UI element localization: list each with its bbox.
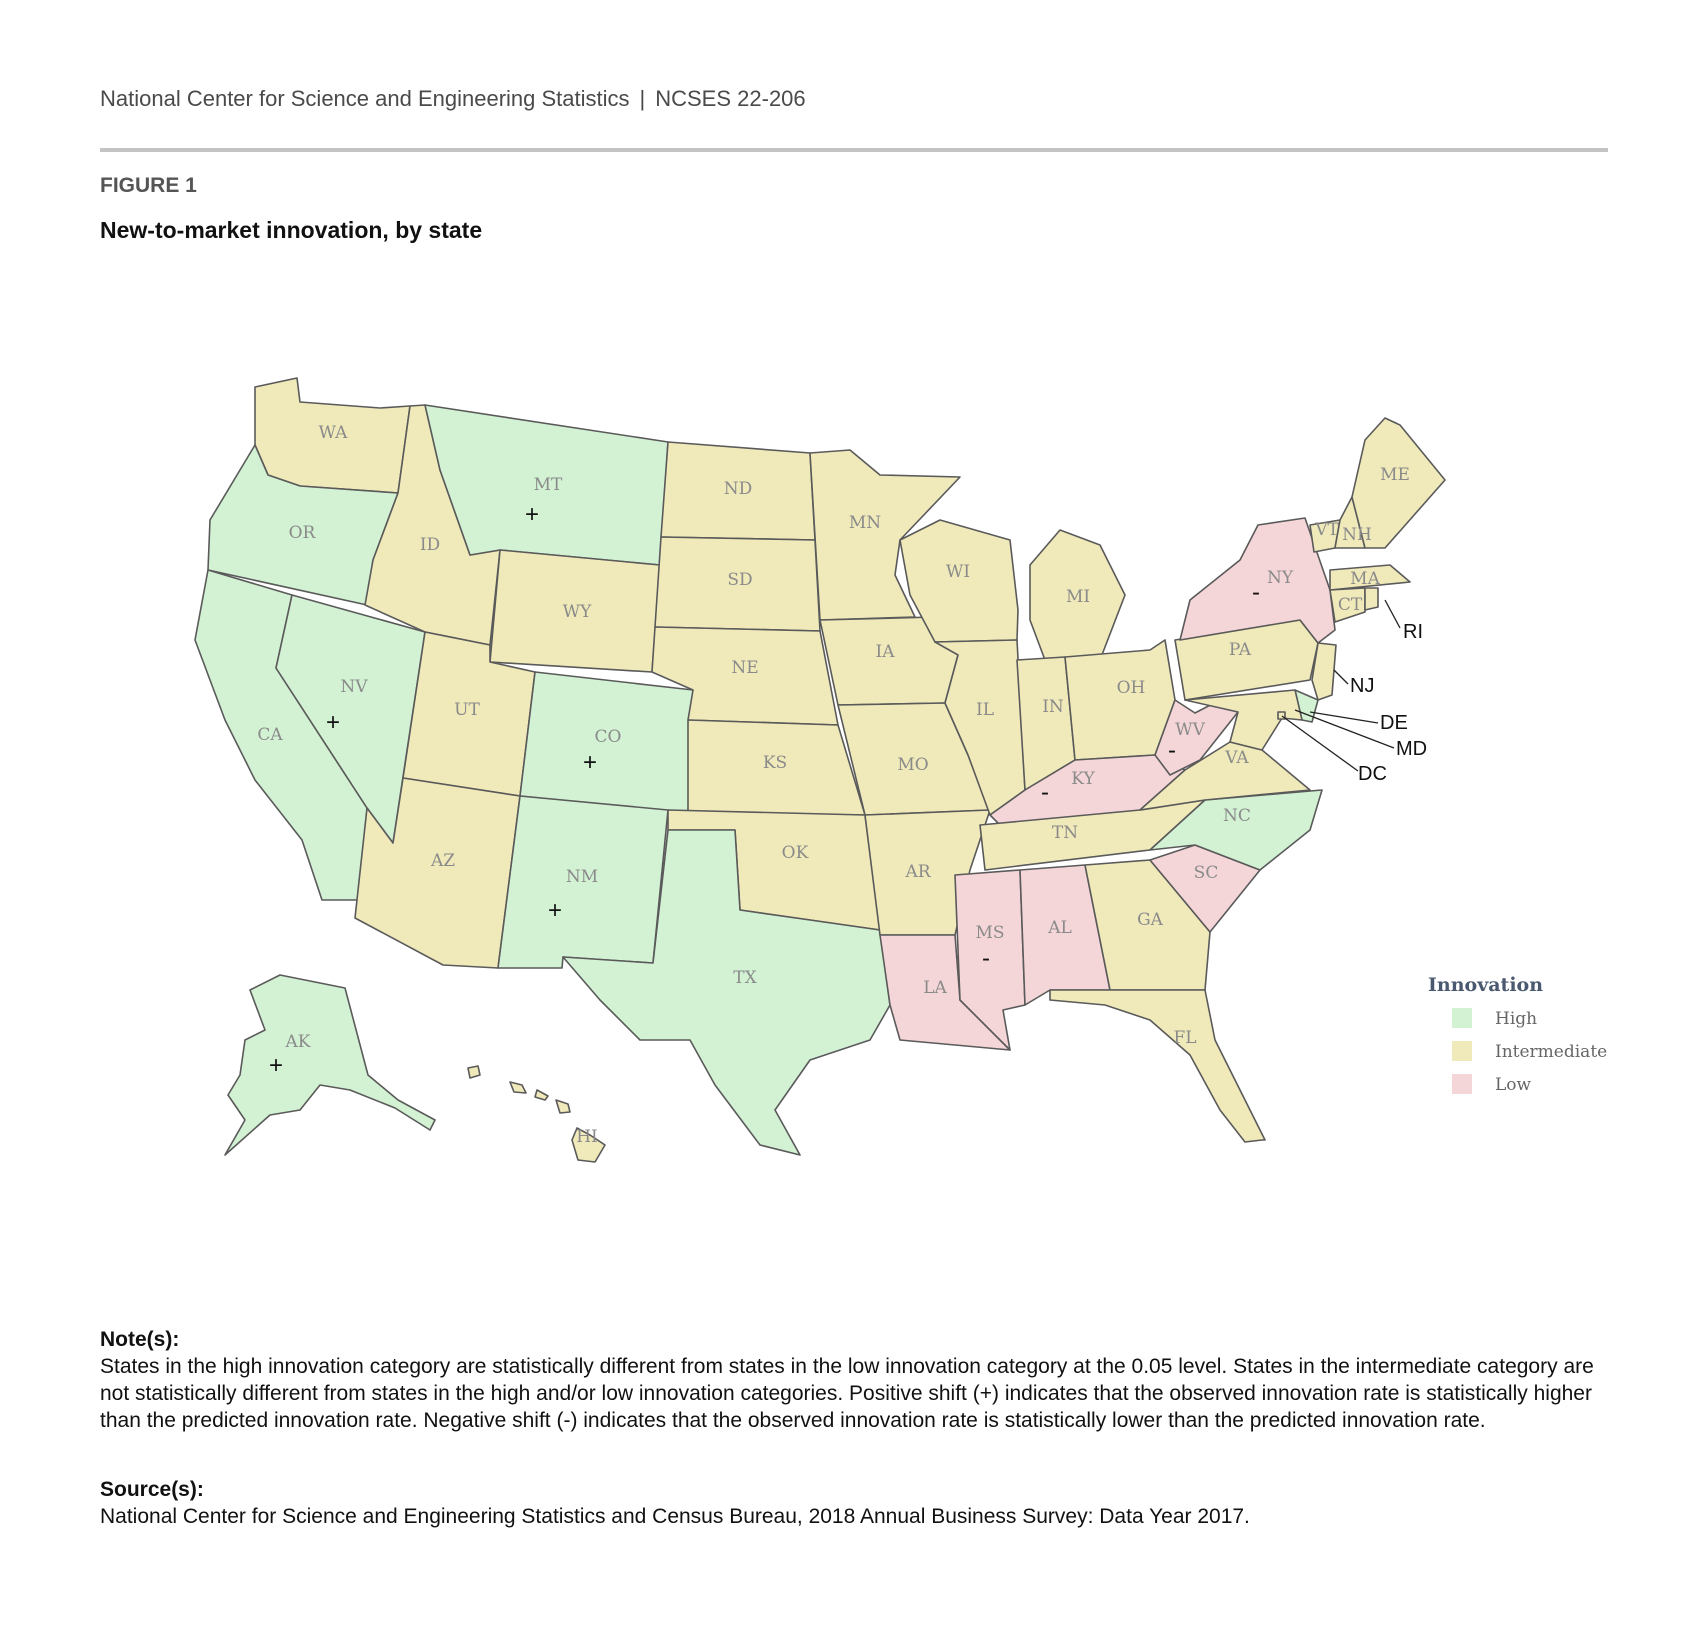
state-label-ky: KY xyxy=(1071,769,1095,789)
shift-marker-ny: - xyxy=(1252,579,1260,606)
state-label-ak: AK xyxy=(285,1032,311,1052)
callout-label-de: DE xyxy=(1380,712,1408,734)
state-label-nh: NH xyxy=(1342,525,1372,545)
state-label-wv: WV xyxy=(1175,720,1205,740)
callout-label-dc: DC xyxy=(1358,763,1387,785)
state-label-nd: ND xyxy=(723,479,753,499)
state-label-ok: OK xyxy=(781,843,809,863)
state-label-sd: SD xyxy=(727,570,753,590)
state-fl xyxy=(1050,990,1265,1142)
state-label-ia: IA xyxy=(875,642,895,662)
state-label-va: VA xyxy=(1225,748,1249,768)
state-label-ma: MA xyxy=(1350,569,1380,589)
state-ri xyxy=(1365,588,1378,610)
notes-heading: Note(s): xyxy=(100,1328,180,1351)
header-separator: | xyxy=(639,86,646,111)
state-label-me: ME xyxy=(1380,465,1410,485)
source-text: National Center for Science and Engineering Statistics and Census Bureau, 2018 Annual Business Survey: Data Year 2017. xyxy=(100,1505,1250,1528)
source-heading: Source(s): xyxy=(100,1478,204,1501)
legend-label-high: High xyxy=(1495,1009,1538,1029)
state-hi-island xyxy=(556,1100,570,1113)
state-label-mt: MT xyxy=(533,475,563,495)
state-oh xyxy=(1065,640,1175,760)
shift-marker-ms: - xyxy=(982,945,990,972)
state-label-ut: UT xyxy=(454,700,480,720)
state-label-ct: CT xyxy=(1337,595,1363,615)
shift-marker-co: + xyxy=(582,749,598,776)
shift-marker-wv: - xyxy=(1168,737,1176,764)
figure-label: FIGURE 1 xyxy=(100,174,197,197)
callout-line-nj xyxy=(1334,670,1348,684)
state-label-wa: WA xyxy=(318,423,348,443)
state-label-ar: AR xyxy=(905,862,931,882)
legend-label-intermediate: Intermediate xyxy=(1495,1042,1608,1062)
state-label-or: OR xyxy=(288,523,316,543)
figure-title: New-to-market innovation, by state xyxy=(100,217,483,243)
state-label-ms: MS xyxy=(975,923,1005,943)
shift-marker-ky: - xyxy=(1041,779,1049,806)
state-label-tx: TX xyxy=(733,968,757,988)
state-ak xyxy=(225,975,435,1155)
state-hi-island xyxy=(468,1066,480,1078)
legend-title: Innovation xyxy=(1428,974,1544,996)
state-shapes xyxy=(195,378,1445,1162)
state-label-nc: NC xyxy=(1223,806,1251,826)
state-label-wi: WI xyxy=(945,562,971,582)
report-number: NCSES 22-206 xyxy=(655,86,806,111)
state-label-ga: GA xyxy=(1137,910,1163,930)
shift-marker-mt: + xyxy=(524,501,540,528)
callout-line-ri xyxy=(1385,600,1400,628)
state-label-mn: MN xyxy=(848,513,882,533)
state-label-co: CO xyxy=(594,727,622,747)
legend-label-low: Low xyxy=(1495,1075,1532,1095)
state-label-id: ID xyxy=(419,535,441,555)
shift-marker-ak: + xyxy=(268,1052,284,1079)
state-label-sc: SC xyxy=(1193,863,1219,883)
state-label-mo: MO xyxy=(897,755,929,775)
state-label-ks: KS xyxy=(762,753,788,773)
state-label-tn: TN xyxy=(1051,823,1079,843)
shift-marker-nm: + xyxy=(547,897,563,924)
state-label-ne: NE xyxy=(731,658,759,678)
state-label-nv: NV xyxy=(340,677,368,697)
state-label-ny: NY xyxy=(1266,568,1294,588)
state-label-vt: VT xyxy=(1315,520,1339,540)
legend-swatch-high xyxy=(1452,1008,1472,1028)
state-label-mi: MI xyxy=(1065,587,1091,607)
state-hi-island xyxy=(510,1082,526,1093)
state-label-hi: HI xyxy=(576,1127,598,1147)
state-label-pa: PA xyxy=(1228,640,1252,660)
state-hi-island xyxy=(535,1090,548,1100)
state-label-ca: CA xyxy=(257,725,283,745)
notes-text: States in the high innovation category are statistically different from states in the low innovation category at the 0.05 level. States in the intermediate category are not statistically different from states in the high and/or low innovation categories. Positive shift (+) indicates that the observed innovation rate is statistically higher than the predicted innovation rate. Negative shift (-) indicates that the observed innovation rate is statistically lower than the predicted innovation rate. xyxy=(100,1355,1594,1432)
callout-label-ri: RI xyxy=(1403,621,1423,643)
map-legend xyxy=(1428,974,1607,1095)
state-label-oh: OH xyxy=(1116,678,1146,698)
callout-label-nj: NJ xyxy=(1350,675,1375,697)
callout-label-md: MD xyxy=(1396,738,1428,760)
state-label-la: LA xyxy=(923,978,947,998)
legend-swatch-low xyxy=(1452,1074,1472,1094)
org-name: National Center for Science and Engineering Statistics xyxy=(100,86,630,111)
state-label-il: IL xyxy=(975,700,995,720)
shift-marker-nv: + xyxy=(325,709,341,736)
callout-line-dc xyxy=(1282,716,1358,771)
state-label-az: AZ xyxy=(430,851,456,871)
state-label-fl: FL xyxy=(1173,1028,1197,1048)
state-label-in: IN xyxy=(1042,697,1064,717)
state-label-nm: NM xyxy=(565,867,599,887)
state-label-al: AL xyxy=(1048,918,1072,938)
callout-line-de xyxy=(1310,712,1378,723)
state-label-wy: WY xyxy=(562,602,592,622)
legend-swatch-intermediate xyxy=(1452,1041,1472,1061)
